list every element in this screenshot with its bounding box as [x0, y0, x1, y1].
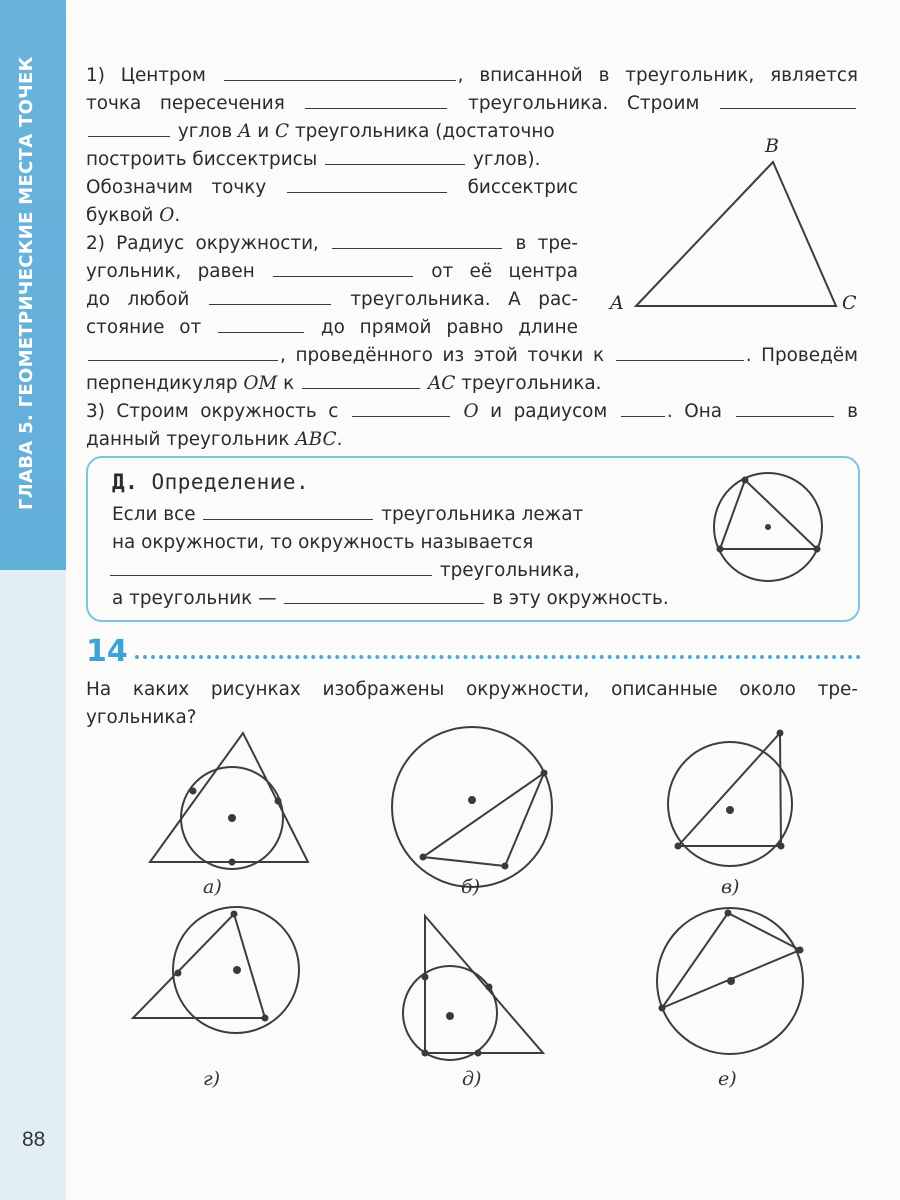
text-line-9: до любой треугольника. А рас- — [86, 286, 578, 314]
definition-line-4: а треугольник — в эту окружность. — [112, 585, 669, 613]
definition-line-3: треугольника, — [108, 557, 580, 585]
definition-line-1: Если все треугольника лежат — [112, 501, 583, 529]
text-line-12: перпендикуляр OM к AC треугольника. — [86, 370, 858, 398]
text-line-8: угольник, равен от её центра — [86, 258, 578, 286]
vertex-label-a: A — [610, 292, 624, 314]
figure-b — [392, 727, 552, 887]
task-question-line-2: угольника? — [86, 707, 197, 728]
text-line-4: построить биссектрисы углов). — [86, 146, 578, 174]
chapter-title: ГЛАВА 5. ГЕОМЕТРИЧЕСКИЕ МЕСТА ТОЧЕК — [16, 56, 37, 510]
text-line-7: 2) Радиус окружности, в тре- — [86, 230, 578, 258]
caption-d: д) — [462, 1068, 482, 1090]
caption-g: г) — [203, 1068, 221, 1090]
page-number: 88 — [22, 1128, 46, 1151]
definition-title: Д. Определение. — [112, 470, 310, 494]
vertex-label-b: B — [765, 135, 779, 157]
text-line-14: данный треугольник ABC. — [86, 429, 343, 450]
figure-g — [133, 907, 299, 1033]
text-line-2: точка пересечения треугольника. Строим — [86, 90, 858, 118]
text-line-1: 1) Центром , вписанной в треугольник, является — [86, 62, 858, 90]
caption-e: е) — [718, 1068, 737, 1090]
definition-line-2: на окружности, то окружность называется — [112, 532, 534, 553]
text-line-3: углов A и C треугольника (достаточно — [86, 118, 578, 146]
caption-a: а) — [203, 876, 222, 898]
figure-v — [668, 733, 792, 866]
task-number: 14 — [86, 634, 128, 669]
triangle-abc — [636, 162, 836, 306]
text-line-6: буквой O. — [86, 205, 181, 226]
figure-d — [403, 916, 543, 1060]
caption-b: б) — [461, 876, 481, 898]
text-line-5: Обозначим точку биссектрис — [86, 174, 578, 202]
text-line-11: , проведённого из этой точки к . Проведём — [86, 342, 858, 370]
task-question-line-1: На каких рисунках изображены окружности, описанные около тре- — [86, 679, 858, 700]
vertex-label-c: C — [842, 292, 857, 314]
caption-v: в) — [721, 876, 740, 898]
text-line-10: стояние от до прямой равно длине — [86, 314, 578, 342]
text-line-13: 3) Строим окружность с O и радиусом . Она в — [86, 398, 858, 426]
figure-a — [150, 733, 308, 869]
